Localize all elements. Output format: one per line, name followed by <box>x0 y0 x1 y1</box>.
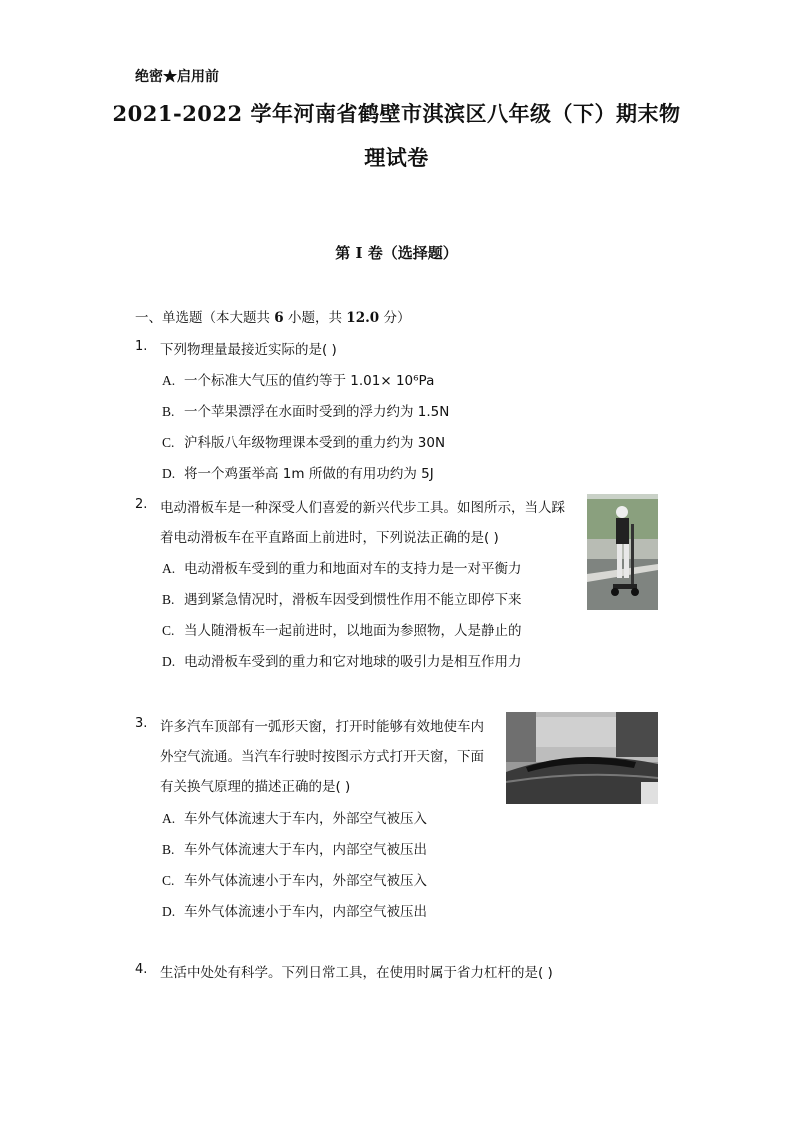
option-text: 一个标准大气压的值约等于 1.01× 10⁶Pa <box>184 373 435 389</box>
option-label: B. <box>162 404 175 419</box>
question-3-option-b[interactable] <box>162 838 427 858</box>
option-text: 电动滑板车受到的重力和它对地球的吸引力是相互作用力 <box>184 654 522 670</box>
option-text: 将一个鸡蛋举高 1m 所做的有用功约为 5J <box>184 466 434 482</box>
section-count: 6 <box>274 310 284 326</box>
option-label: B. <box>162 592 175 607</box>
question-4-number: 4. <box>135 962 148 977</box>
question-3-stem-line2: 外空气流通。当汽车行驶时按图示方式打开天窗，下面 <box>160 749 484 765</box>
question-3-option-a[interactable] <box>162 807 427 827</box>
option-label: D. <box>162 466 176 481</box>
question-2-number: 2. <box>135 497 148 512</box>
question-3-stem-line1: 许多汽车顶部有一弧形天窗，打开时能够有效地使车内 <box>160 719 484 735</box>
option-label: C. <box>162 435 175 450</box>
question-1-number: 1. <box>135 339 148 354</box>
option-label: C. <box>162 623 175 638</box>
question-4-stem: 生活中处处有科学。下列日常工具，在使用时属于省力杠杆的是( ) <box>160 965 553 981</box>
option-label: A. <box>162 811 176 826</box>
question-1-option-c[interactable] <box>162 431 445 451</box>
option-label: A. <box>162 373 176 388</box>
option-text: 车外气体流速大于车内，内部空气被压出 <box>184 842 427 858</box>
option-text: 遇到紧急情况时，滑板车因受到惯性作用不能立即停下来 <box>184 592 522 608</box>
section-mid: 小题，共 <box>283 310 347 326</box>
question-2-option-c[interactable] <box>162 619 522 639</box>
scooter-photo <box>587 494 658 610</box>
question-1-stem: 下列物理量最接近实际的是( ) <box>160 342 337 358</box>
option-label: A. <box>162 561 176 576</box>
question-2-option-a[interactable] <box>162 557 522 577</box>
question-1-option-b[interactable] <box>162 400 449 420</box>
question-2-stem-line2: 着电动滑板车在平直路面上前进时，下列说法正确的是( ) <box>160 530 499 546</box>
question-3-option-c[interactable] <box>162 869 427 889</box>
option-text: 沪科版八年级物理课本受到的重力约为 30N <box>184 435 446 451</box>
option-text: 车外气体流速小于车内，内部空气被压出 <box>184 904 427 920</box>
question-3-stem-line3: 有关换气原理的描述正确的是( ) <box>160 779 351 795</box>
option-text: 一个苹果漂浮在水面时受到的浮力约为 1.5N <box>184 404 450 420</box>
section-prefix: 一、单选题（本大题共 <box>135 310 275 326</box>
question-3-option-d[interactable] <box>162 900 427 920</box>
option-label: B. <box>162 842 175 857</box>
option-text: 电动滑板车受到的重力和地面对车的支持力是一对平衡力 <box>184 561 522 577</box>
option-label: C. <box>162 873 175 888</box>
question-2-option-b[interactable] <box>162 588 522 608</box>
scooter-illustration <box>587 494 658 610</box>
question-3-number: 3. <box>135 716 148 731</box>
option-text: 车外气体流速大于车内，外部空气被压入 <box>184 811 427 827</box>
section-suffix: 分） <box>379 310 411 326</box>
option-text: 当人随滑板车一起前进时，以地面为参照物，人是静止的 <box>184 623 522 639</box>
car-sunroof-photo <box>506 712 658 804</box>
question-1-option-d[interactable] <box>162 462 434 482</box>
option-label: D. <box>162 904 176 919</box>
question-2-option-d[interactable] <box>162 650 522 670</box>
volume-heading: 第 I 卷（选择题） <box>335 244 458 262</box>
confidential-label: 绝密★启用前 <box>135 69 219 85</box>
question-2-stem-line1: 电动滑板车是一种深受人们喜爱的新兴代步工具。如图所示，当人踩 <box>160 500 565 516</box>
exam-title-line1: 2021-2022 学年河南省鹤壁市淇滨区八年级（下）期末物 <box>112 101 681 126</box>
option-text: 车外气体流速小于车内，外部空气被压入 <box>184 873 427 889</box>
section-heading <box>135 306 410 326</box>
section-score: 12.0 <box>346 310 380 326</box>
car-sunroof-illustration <box>506 712 658 804</box>
exam-title-line2: 理试卷 <box>364 145 429 170</box>
question-1-option-a[interactable] <box>162 369 434 389</box>
option-label: D. <box>162 654 176 669</box>
